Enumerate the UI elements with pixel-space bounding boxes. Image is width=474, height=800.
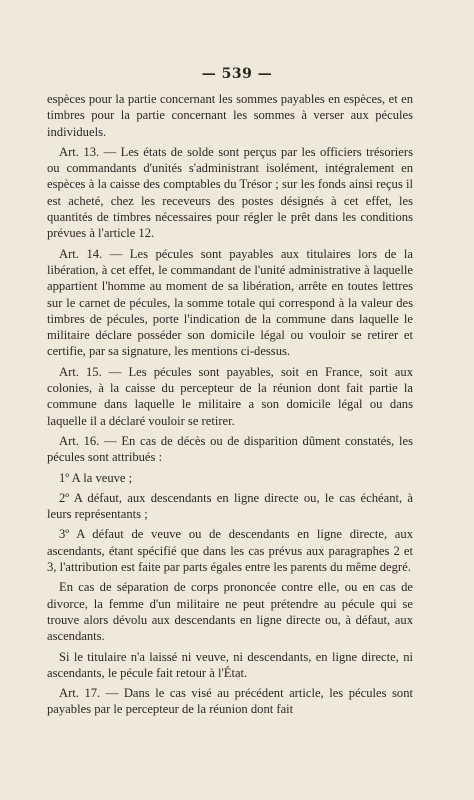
paragraph-article-15: Art. 15. — Les pécules sont payables, soit en France, soit aux colonies, à la caisse du percepteur de la réunion dont fait partie la commune dans laquelle le militaire a son domicile légal ou dans laquelle il a déclaré vouloir se retirer. (47, 364, 413, 428)
list-item-1: 1º A la veuve ; (59, 470, 133, 485)
paragraph-separation: En cas de séparation de corps prononcée contre elle, ou en cas de divorce, la femme d'un militaire ne peut prétendre au pécule qui se trouve alors dévolu aux descendants en ligne directe ou, à défaut, aux ascendants. (47, 580, 413, 644)
paragraph-article-13: Art. 13. — Les états de solde sont perçus par les officiers trésoriers ou commandants d'unités s'administrant isolément, intégralement en espèces à la caisse des comptables du Trésor ; sur les fonds ainsi reçus il est acheté, chez les receveurs des postes désignés à cet effet, les quantités de timbres nécessaires pour régler le prêt dans les conditions prévues à l'article 12. (47, 144, 413, 241)
paragraph-titulaire: Si le titulaire n'a laissé ni veuve, ni descendants, en ligne directe, ni ascendants, le pécule fait retour à l'État. (47, 649, 413, 680)
paragraph-article-16: Art. 16. — En cas de décès ou de disparition dûment constatés, les pécules sont attribués : (47, 433, 413, 465)
body-text (47, 91, 413, 722)
page-number: — 539 — (201, 66, 273, 82)
paragraph: espèces pour la partie concernant les sommes payables en espèces, et en timbres pour la partie concernant les sommes à verser aux pécules individuels. (47, 92, 413, 139)
paragraph-article-17: Art. 17. — Dans le cas visé au précédent article, les pécules sont payables par le percepteur de la réunion dont fait (47, 686, 413, 717)
list-item-2: 2º A défaut, aux descendants en ligne directe ou, le cas échéant, à leurs représentants ; (47, 490, 413, 522)
list-item-3: 3º A défaut de veuve ou de descendants en ligne directe, aux ascendants, étant spécifié que dans les cas prévus aux paragraphes 2 et 3, l'attribution est faite par parts égales entre les parents du même degré. (47, 527, 413, 575)
paragraph-article-14: Art. 14. — Les pécules sont payables aux titulaires lors de la libération, à cet effet, le commandant de l'unité administrative à laquelle appartient l'homme au moment de sa libération, arrête en toutes lettres sur le carnet de pécules, la somme totale qui correspond à la valeur des timbres de pécules, porte l'indication de la commune dans laquelle le militaire déclare posséder son domicile légal ou vouloir se retirer et certifie, par sa signature, les mentions ci-dessus. (47, 246, 413, 359)
